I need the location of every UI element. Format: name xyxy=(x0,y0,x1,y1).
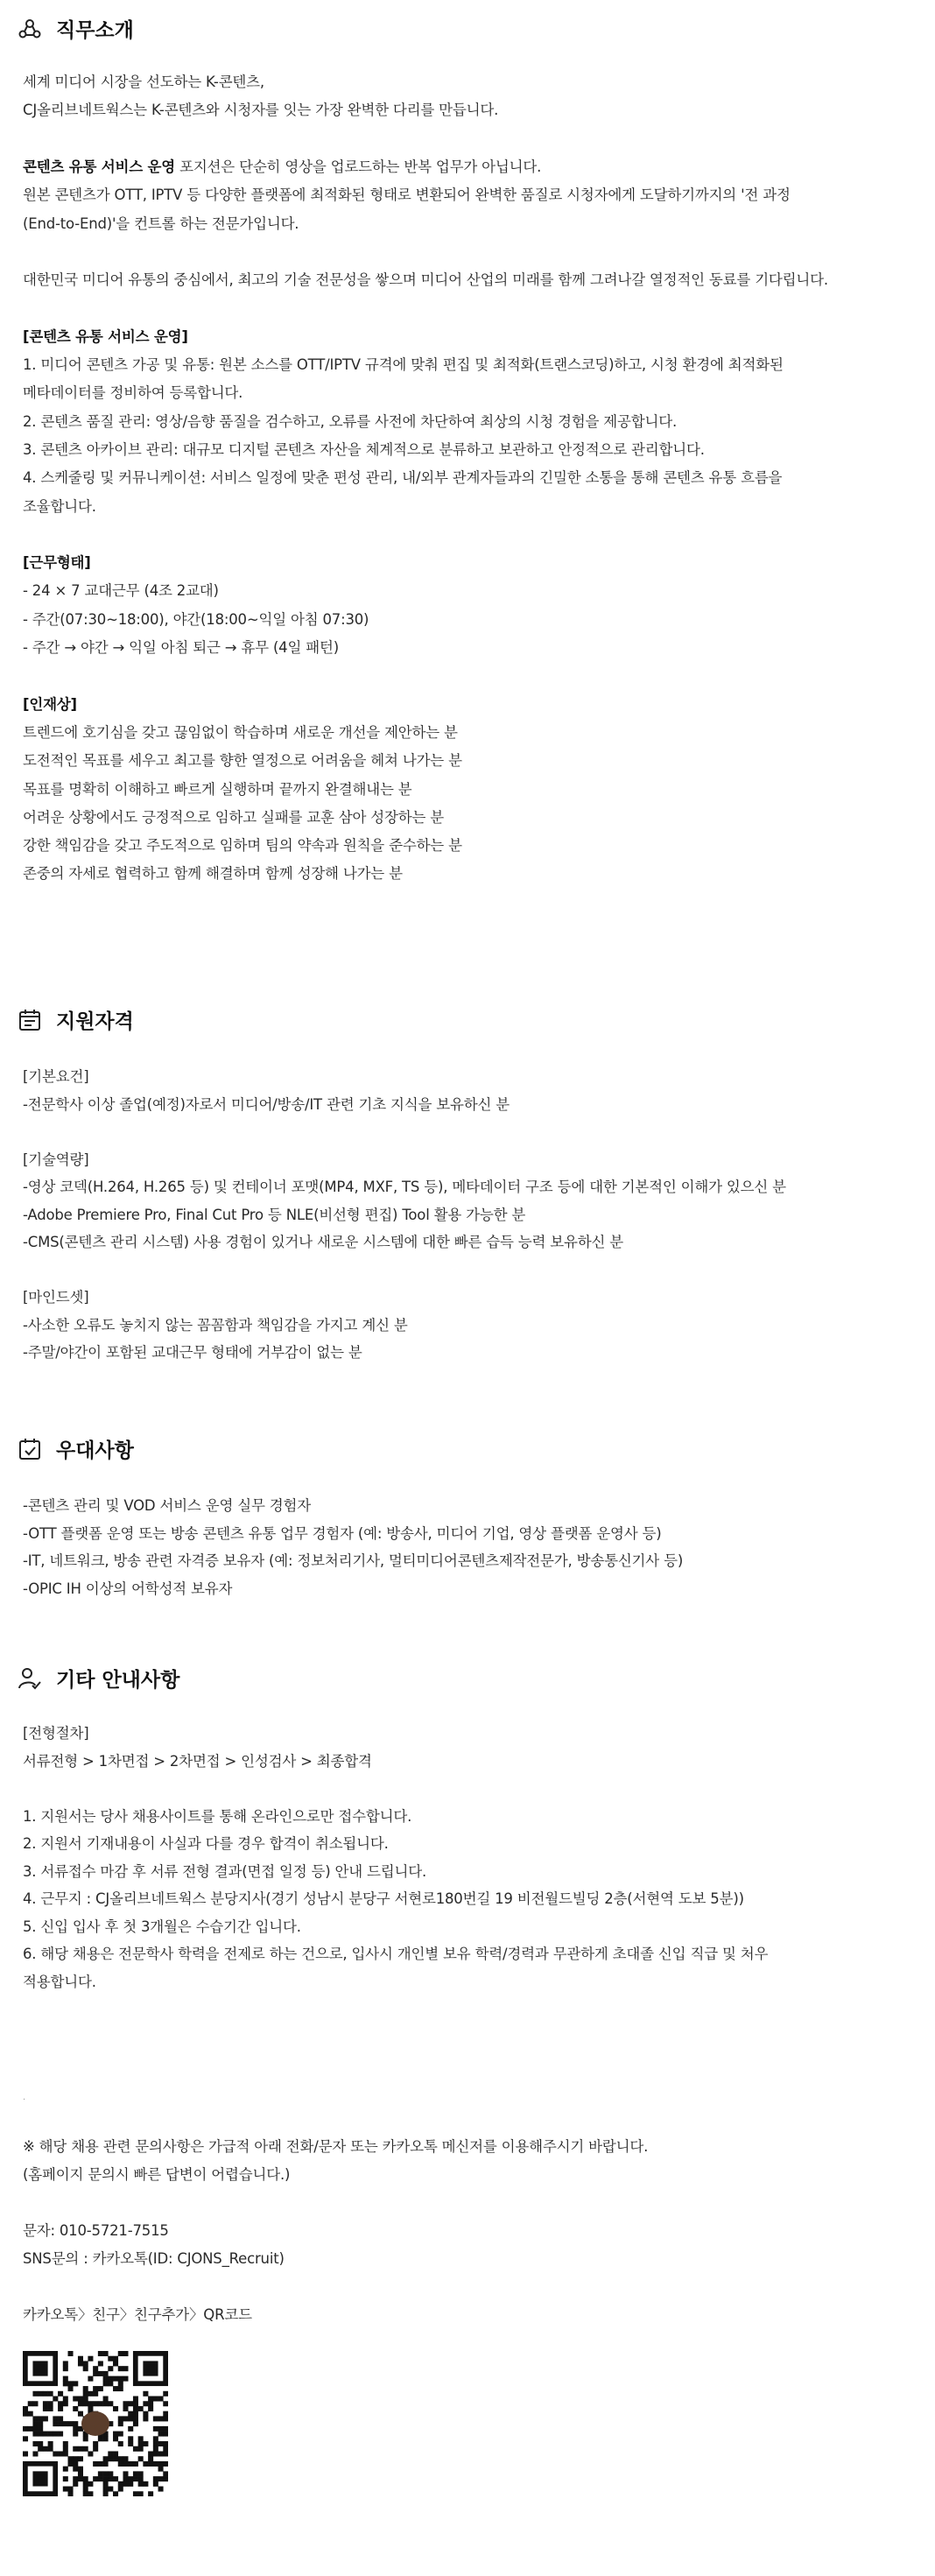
kakaotalk-qr-code[interactable] xyxy=(23,2351,168,2496)
stray-dot: . xyxy=(23,2093,26,2102)
text-line: -주말/야간이 포함된 교대근무 형태에 거부감이 없는 분 xyxy=(23,1344,362,1361)
text-line: 2. 콘텐츠 품질 관리: 영상/음향 품질을 검수하고, 오류를 사전에 차단하여 최상의 시청 경험을 제공합니다. xyxy=(23,412,678,430)
text-line: [근무형태] xyxy=(23,554,91,572)
text-line: [전형절차] xyxy=(23,1725,89,1742)
text-line: (End-to-End)'을 컨트롤 하는 전문가입니다. xyxy=(23,215,299,232)
text-line: [기본요건] xyxy=(23,1068,89,1085)
text-line: - 주간 → 야간 → 익일 아침 퇴근 → 휴무 (4일 패턴) xyxy=(23,639,339,656)
text-line: 트렌드에 호기심을 갖고 끊임없이 학습하며 새로운 개선을 제안하는 분 xyxy=(23,723,458,741)
text-line: 도전적인 목표를 세우고 최고를 향한 열정으로 어려움을 헤쳐 나가는 분 xyxy=(23,752,462,770)
text-line: 2. 지원서 기재내용이 사실과 다를 경우 합격이 취소됩니다. xyxy=(23,1835,389,1852)
text-line: SNS문의 : 카카오톡(ID: CJONS_Recruit) xyxy=(23,2250,285,2267)
text-line: 콘텐츠 유통 서비스 운영 포지션은 단순히 영상을 업로드하는 반복 업무가 아닙니다. xyxy=(23,158,542,175)
text-line: - 주간(07:30~18:00), 야간(18:00~익일 아침 07:30) xyxy=(23,610,369,628)
text-line: 대한민국 미디어 유통의 중심에서, 최고의 기술 전문성을 쌓으며 미디어 산업의 미래를 함께 그려나갈 열정적인 동료를 기다립니다. xyxy=(23,271,828,289)
text-line: -사소한 오류도 놓치지 않는 꼼꼼함과 책임감을 가지고 계신 분 xyxy=(23,1316,408,1334)
text-line: -콘텐츠 관리 및 VOD 서비스 운영 실무 경험자 xyxy=(23,1497,311,1514)
text-line: -Adobe Premiere Pro, Final Cut Pro 등 NLE(비선형 편집) Tool 활용 가능한 분 xyxy=(23,1206,526,1223)
text-line: 원본 콘텐츠가 OTT, IPTV 등 다양한 플랫폼에 최적화된 형태로 변환되어 완벽한 품질로 시청자에게 도달하기까지의 '전 과정 xyxy=(23,187,791,204)
text-line: 카카오톡〉친구〉친구추가〉QR코드 xyxy=(23,2306,252,2323)
people-network-icon xyxy=(18,17,42,41)
text-line: CJ올리브네트웍스는 K-콘텐츠와 시청자를 잇는 가장 완벽한 다리를 만듭니다. xyxy=(23,102,499,119)
text-line: 3. 서류접수 마감 후 서류 전형 결과(면접 일정 등) 안내 드립니다. xyxy=(23,1862,427,1880)
text-line: ※ 해당 채용 관련 문의사항은 가급적 아래 전화/문자 또는 카카오톡 메신저를 이용해주시기 바랍니다. xyxy=(23,2138,649,2155)
text-line: 강한 책임감을 갖고 주도적으로 임하며 팀의 약속과 원칙을 준수하는 분 xyxy=(23,837,462,855)
text-line: 5. 신입 입사 후 첫 3개월은 수습기간 입니다. xyxy=(23,1918,301,1935)
text-line: (홈페이지 문의시 빠른 답변이 어렵습니다.) xyxy=(23,2166,291,2183)
section-title-intro: 직무소개 xyxy=(18,14,134,43)
text-line: -전문학사 이상 졸업(예정)자로서 미디어/방송/IT 관련 기초 지식을 보유하신 분 xyxy=(23,1095,510,1113)
text-line: -영상 코덱(H.264, H.265 등) 및 컨테이너 포맷(MP4, MXF, TS 등), 메타데이터 구조 등에 대한 기본적인 이해가 있으신 분 xyxy=(23,1179,786,1195)
text-line: - 24 × 7 교대근무 (4조 2교대) xyxy=(23,582,219,600)
text-line: 1. 미디어 콘텐츠 가공 및 유통: 원본 소스를 OTT/IPTV 규격에 맞춰 편집 및 최적화(트랜스코딩)하고, 시청 환경에 최적화된 xyxy=(23,356,784,373)
text-line: -CMS(콘텐츠 관리 시스템) 사용 경험이 있거나 새로운 시스템에 대한 빠른 습득 능력 보유하신 분 xyxy=(23,1234,624,1250)
text-line: [기술역량] xyxy=(23,1151,89,1168)
text-line: 서류전형 > 1차면접 > 2차면접 > 인성검사 > 최종합격 xyxy=(23,1752,372,1770)
text-line: 어려운 상황에서도 긍정적으로 임하고 실패를 교훈 삼아 성장하는 분 xyxy=(23,808,445,826)
text-line: 1. 지원서는 당사 채용사이트를 통해 온라인으로만 접수합니다. xyxy=(23,1807,412,1825)
text-line: 메타데이터를 정비하여 등록합니다. xyxy=(23,384,243,402)
section-title-qualifications: 지원자격 xyxy=(18,1005,134,1034)
text-line: 조율합니다. xyxy=(23,497,96,515)
text-line: 목표를 명확히 이해하고 빠르게 실행하며 끝까지 완결해내는 분 xyxy=(23,780,412,798)
person-check-icon xyxy=(18,1666,42,1691)
text-line: 4. 스케줄링 및 커뮤니케이션: 서비스 일정에 맞춘 편성 관리, 내/외부 관계자들과의 긴밀한 소통을 통해 콘텐츠 유통 흐름을 xyxy=(23,469,783,487)
text-line: 6. 해당 채용은 전문학사 학력을 전제로 하는 건으로, 입사시 개인별 보유 학력/경력과 무관하게 초대졸 신입 직급 및 처우 xyxy=(23,1946,769,1962)
text-line: 4. 근무지 : CJ올리브네트웍스 분당지사(경기 성남시 분당구 서현로180번길 19 비전월드빌딩 2층(서현역 도보 5분)) xyxy=(23,1890,744,1907)
text-line: 3. 콘텐츠 아카이브 관리: 대규모 디지털 콘텐츠 자산을 체계적으로 분류하고 보관하고 안정적으로 관리합니다. xyxy=(23,440,705,458)
calendar-check-icon xyxy=(18,1437,42,1461)
section-title-preferred: 우대사항 xyxy=(18,1434,134,1463)
text-line: -IT, 네트워크, 방송 관련 자격증 보유자 (예: 정보처리기사, 멀티미디어콘텐츠제작전문가, 방송통신기사 등) xyxy=(23,1552,684,1569)
text-line: -OTT 플랫폼 운영 또는 방송 콘텐츠 유통 업무 경험자 (예: 방송사, 미디어 기업, 영상 플랫폼 운영사 등) xyxy=(23,1524,662,1542)
text-line: 세계 미디어 시장을 선도하는 K-콘텐츠, xyxy=(23,74,264,90)
text-line: 문자: 010-5721-7515 xyxy=(23,2222,169,2239)
text-line: [마인드셋] xyxy=(23,1289,89,1306)
text-line: [인재상] xyxy=(23,695,77,713)
text-line: 존중의 자세로 협력하고 함께 해결하며 함께 성장해 나가는 분 xyxy=(23,865,403,883)
text-line: 적용합니다. xyxy=(23,1973,96,1990)
section-title-other: 기타 안내사항 xyxy=(18,1664,179,1693)
text-line: -OPIC IH 이상의 어학성적 보유자 xyxy=(23,1580,233,1597)
calendar-icon xyxy=(18,1008,42,1032)
text-line: [콘텐츠 유통 서비스 운영] xyxy=(23,327,188,345)
